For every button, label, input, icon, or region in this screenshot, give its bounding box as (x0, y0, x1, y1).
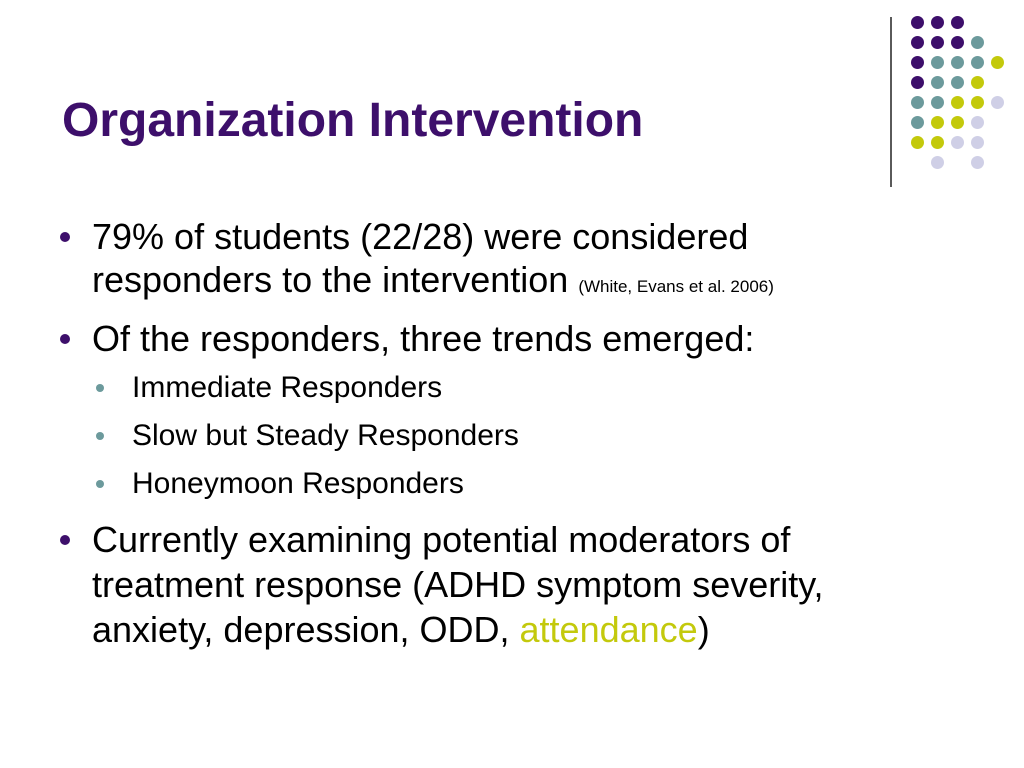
decor-dot (951, 56, 964, 69)
slide-title: Organization Intervention (62, 94, 644, 147)
bullet-3-line-3 (92, 608, 710, 651)
decor-dot (911, 116, 924, 129)
bullet-2-line-1: Of the responders, three trends emerged: (92, 318, 755, 359)
bullet-3-line-1: Currently examining potential moderators of (92, 519, 791, 560)
decor-dot (951, 16, 964, 29)
bullet-1-line-2 (92, 258, 774, 308)
decor-dot (911, 36, 924, 49)
decor-dot (911, 136, 924, 149)
decor-dot (931, 16, 944, 29)
decor-dot (931, 116, 944, 129)
decor-dot (971, 156, 984, 169)
title-divider (890, 17, 892, 187)
subbullet-2-text: Slow but Steady Responders (132, 419, 519, 452)
decor-dot (951, 76, 964, 89)
decor-dot (931, 76, 944, 89)
decor-dot (971, 96, 984, 109)
decor-dot (931, 96, 944, 109)
decor-dot (971, 116, 984, 129)
decor-dot (971, 56, 984, 69)
decor-dot (951, 96, 964, 109)
decor-dot (911, 96, 924, 109)
bullet-3-line-2: treatment response (ADHD symptom severity, (92, 564, 824, 605)
decor-dot (991, 96, 1004, 109)
subbullet-dot (96, 432, 104, 440)
decor-dot (931, 136, 944, 149)
bullet-3-line-3-prefix: anxiety, depression, ODD, (92, 609, 520, 650)
decor-dot (991, 56, 1004, 69)
decor-dot (911, 56, 924, 69)
decor-dot (951, 116, 964, 129)
decor-dot (931, 36, 944, 49)
decor-dot (931, 56, 944, 69)
subbullet-1-text: Immediate Responders (132, 371, 443, 404)
decor-dot (931, 156, 944, 169)
bullet-3-line-3-suffix: ) (697, 609, 710, 650)
subbullet-dot (96, 480, 104, 488)
bullet-1-line-2-text: responders to the intervention (92, 259, 569, 300)
decor-dot (911, 76, 924, 89)
decor-dot (951, 136, 964, 149)
bullet-dot (60, 232, 70, 242)
citation: (White, Evans et al. 2006) (578, 277, 774, 296)
bullet-dot (60, 535, 70, 545)
subbullet-dot (96, 384, 104, 392)
decor-dot (971, 76, 984, 89)
bullet-dot (60, 334, 70, 344)
subbullet-3-text: Honeymoon Responders (132, 467, 464, 500)
decor-dot (951, 36, 964, 49)
attendance-highlight: attendance (519, 609, 698, 650)
decor-dot (971, 36, 984, 49)
bullet-1-line-1: 79% of students (22/28) were considered (92, 216, 749, 257)
decor-dot (911, 16, 924, 29)
decor-dot (971, 136, 984, 149)
